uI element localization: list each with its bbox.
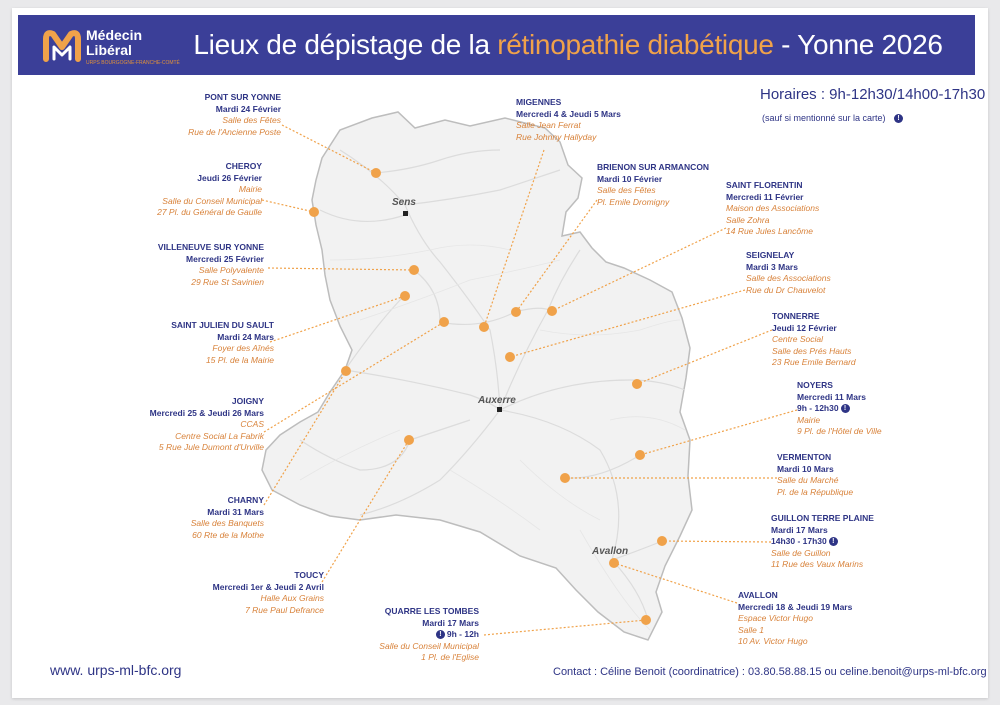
location-tonnerre [772, 311, 856, 369]
location-address: 9 Pl. de l'Hôtel de Ville [797, 426, 882, 436]
marker-pont-sur-yonne[interactable] [371, 168, 381, 178]
location-address: Pl. Emile Dromigny [597, 196, 670, 207]
location-date: Mardi 24 Mars [217, 331, 274, 342]
location-address: Rue Johnny Hallyday [516, 131, 597, 142]
location-venue: Salle du Marché [777, 475, 839, 485]
marker-guillon[interactable] [657, 536, 667, 546]
location-pont-sur-yonne [188, 92, 281, 138]
location-saint-florentin [726, 180, 819, 238]
location-date: Mercredi 1er & Jeudi 2 Avril [212, 581, 324, 592]
location-date: Mercredi 11 Mars [797, 391, 866, 402]
location-name: JOIGNY [231, 396, 264, 406]
marker-migennes[interactable] [479, 322, 489, 332]
marker-tonnerre[interactable] [632, 379, 642, 389]
location-name: GUILLON TERRE PLAINE [771, 513, 874, 523]
location-date: Jeudi 12 Février [772, 322, 837, 333]
location-date: Mercredi 18 & Jeudi 19 Mars [738, 601, 853, 612]
location-name: AVALLON [738, 590, 778, 600]
location-name: VILLENEUVE SUR YONNE [157, 242, 264, 252]
location-avallon [738, 590, 852, 648]
location-migennes [516, 97, 621, 143]
location-name: SEIGNELAY [746, 250, 795, 260]
location-date: Mardi 31 Mars [207, 506, 264, 517]
location-date: Mardi 3 Mars [746, 261, 798, 272]
marker-brienon-sur-armancon[interactable] [511, 307, 521, 317]
info-icon[interactable]: ! [894, 114, 903, 123]
location-toucy [213, 570, 324, 616]
location-address: 60 Rte de la Mothe [192, 529, 264, 540]
location-venue-2: Salle des Prés Hauts [772, 345, 852, 356]
location-name: NOYERS [797, 380, 833, 390]
marker-joigny[interactable] [439, 317, 449, 327]
logo-line1: Médecin [86, 27, 143, 43]
city-square-sens [403, 211, 408, 216]
location-name: TONNERRE [772, 311, 820, 321]
title-suffix: - Yonne 2026 [773, 29, 943, 60]
location-venue: Centre Social [772, 334, 824, 344]
city-label-avallon: Avallon [592, 546, 629, 557]
location-time: 9h - 12h30 [797, 403, 839, 413]
location-name: BRIENON SUR ARMANCON [597, 162, 710, 172]
logo-line2: Libéral [86, 42, 132, 58]
location-date: Mardi 10 Mars [777, 463, 834, 474]
location-venue: Salle des Fêtes [222, 115, 281, 125]
location-venue-2: Salle du Conseil Municipal [162, 195, 262, 206]
location-name: SAINT JULIEN DU SAULT [171, 320, 274, 330]
location-time: 14h30 - 17h30 [771, 536, 827, 546]
location-venue: Salle Jean Ferrat [516, 120, 581, 130]
marker-cheroy[interactable] [309, 207, 319, 217]
location-date: Mercredi 25 & Jeudi 26 Mars [149, 407, 264, 418]
location-villeneuve-sur-yonne [158, 242, 264, 288]
location-address: Pl. de la République [777, 486, 854, 497]
website-link[interactable]: www. urps-ml-bfc.org [50, 662, 182, 678]
opening-hours-note [762, 113, 905, 123]
location-address: 7 Rue Paul Defrance [245, 604, 324, 615]
marker-charny[interactable] [341, 366, 351, 376]
location-noyers [797, 380, 882, 438]
location-brienon-sur-armancon [597, 162, 709, 208]
location-date: Mardi 24 Février [215, 103, 281, 114]
location-venue: Salle des Banquets [190, 518, 264, 528]
location-address: 23 Rue Emile Bernard [772, 357, 856, 367]
city-label-auxerre: Auxerre [478, 395, 516, 406]
marker-toucy[interactable] [404, 435, 414, 445]
contact-info: Contact : Céline Benoit (coordinatrice) : 03.80.58.88.15 ou celine.benoit@urps-ml-bfc.org [553, 666, 987, 678]
location-saint-julien-du-sault [171, 320, 274, 366]
marker-villeneuve-sur-yonne[interactable] [409, 265, 419, 275]
location-seignelay [746, 250, 831, 296]
location-time: 9h - 12h [446, 629, 479, 639]
info-icon[interactable]: ! [841, 404, 850, 413]
marker-noyers[interactable] [635, 450, 645, 460]
info-icon[interactable]: ! [829, 537, 838, 546]
location-venue: Mairie [797, 414, 821, 425]
location-venue: Foyer des Aînés [212, 343, 274, 353]
location-date: Mercredi 11 Février [726, 191, 804, 202]
location-address: 5 Rue Jule Dumont d'Urville [158, 442, 264, 452]
location-vermenton [777, 452, 853, 498]
hours-note-text: (sauf si mentionné sur la carte) [762, 113, 886, 123]
location-name: TOUCY [294, 570, 324, 580]
title-highlight: rétinopathie diabétique [497, 29, 774, 60]
location-address: 1 Pl. de l'Eglise [421, 652, 479, 662]
location-address: 29 Rue St Savinien [191, 276, 264, 287]
location-venue: Salle des Associations [746, 273, 831, 283]
location-date: Mardi 10 Février [597, 173, 663, 184]
location-address: 27 Pl. du Général de Gaulle [157, 207, 262, 217]
marker-seignelay[interactable] [505, 352, 515, 362]
location-name: VERMENTON [777, 452, 832, 462]
location-address: Rue de l'Ancienne Poste [188, 126, 281, 137]
location-date: Mercredi 4 & Jeudi 5 Mars [516, 108, 621, 119]
location-joigny [150, 396, 264, 454]
opening-hours: Horaires : 9h-12h30/14h00-17h30 [760, 86, 986, 103]
location-guillon-terre-plaine [771, 513, 874, 571]
location-venue: Salle des Fêtes [597, 185, 656, 195]
title-prefix: Lieux de dépistage de la [193, 29, 498, 60]
location-venue: Espace Victor Hugo [738, 613, 813, 623]
location-venue: Salle du Conseil Municipal [379, 640, 479, 651]
location-name: CHEROY [225, 161, 262, 171]
location-address: Rue du Dr Chauvelot [746, 284, 826, 295]
location-date: Mardi 17 Mars [422, 617, 479, 628]
location-address: 11 Rue des Vaux Marins [771, 559, 864, 569]
location-address: 14 Rue Jules Lancôme [726, 226, 813, 236]
location-address: 10 Av. Victor Hugo [738, 636, 808, 646]
location-venue: Halle Aux Grains [260, 593, 324, 603]
location-charny [191, 495, 264, 541]
location-name: MIGENNES [516, 97, 562, 107]
location-venue-2: Centre Social La Fabrik [175, 430, 264, 441]
location-cheroy [157, 161, 262, 219]
location-name: SAINT FLORENTIN [726, 180, 803, 190]
logo-tagline: URPS BOURGOGNE-FRANCHE-COMTÉ [86, 60, 180, 66]
location-name: CHARNY [227, 495, 264, 505]
marker-avallon[interactable] [609, 558, 619, 568]
location-venue: CCAS [240, 419, 264, 429]
location-venue-2: Salle Zohra [726, 214, 770, 225]
location-name: PONT SUR YONNE [204, 92, 281, 102]
marker-quarre-les-tombes[interactable] [641, 615, 651, 625]
location-date: Mardi 17 Mars [771, 524, 828, 535]
marker-saint-florentin[interactable] [547, 306, 557, 316]
city-label-sens: Sens [392, 197, 416, 208]
info-icon[interactable]: ! [436, 630, 445, 639]
location-name: QUARRE LES TOMBES [384, 606, 479, 616]
location-date: Mercredi 25 Février [186, 253, 264, 264]
city-square-auxerre [497, 407, 502, 412]
marker-saint-julien-du-sault[interactable] [400, 291, 410, 301]
marker-vermenton[interactable] [560, 473, 570, 483]
location-date: Jeudi 26 Février [197, 172, 262, 183]
location-address: 15 Pl. de la Mairie [205, 354, 274, 365]
location-venue-2: Salle 1 [738, 624, 764, 635]
location-venue: Salle Polyvalente [198, 265, 264, 275]
location-venue: Mairie [238, 184, 262, 194]
location-venue: Maison des Associations [726, 203, 820, 213]
location-quarre-les-tombes [379, 606, 479, 664]
location-venue: Salle de Guillon [771, 547, 831, 558]
